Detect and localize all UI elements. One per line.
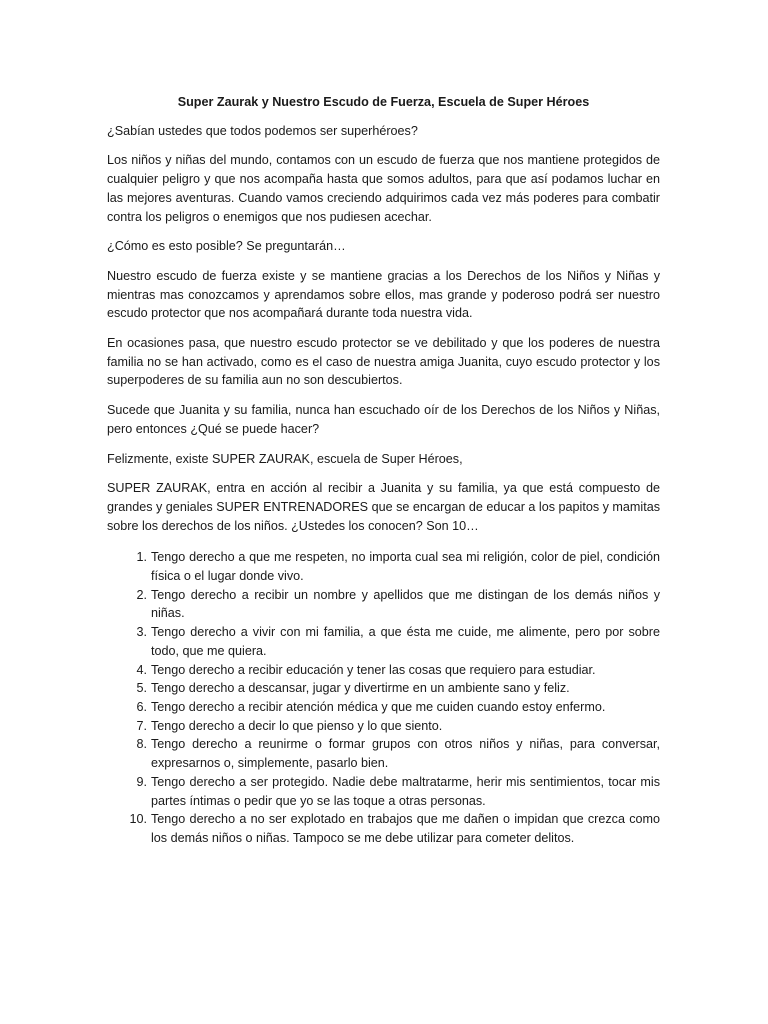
- list-item-text: Tengo derecho a decir lo que pienso y lo que siento.: [151, 718, 443, 733]
- paragraph-trainers: SUPER ZAURAK, entra en acción al recibir a Juanita y su familia, ya que está compuesto de grandes y geniales SUPER ENTRENADORES que se encargan de educar a los papitos y mamitas sobre los derechos de los niños. ¿Ustedes los conocen? Son 10…: [107, 481, 660, 533]
- list-item-text: Tengo derecho a vivir con mi familia, a que ésta me cuide, me alimente, pero por sobre todo, que me quiera.: [151, 625, 660, 658]
- list-number: 7.: [136, 718, 147, 733]
- list-item: [136, 773, 660, 810]
- list-item-text: Tengo derecho a reunirme o formar grupos con otros niños y niñas, para conversar, expresarnos o, simplemente, pasarlo bien.: [151, 737, 660, 771]
- list-item-text: Tengo derecho a recibir un nombre y apellidos que me distingan de los demás niños y niñas.: [151, 587, 660, 621]
- list-item: [136, 735, 660, 772]
- list-number: 1.: [136, 550, 147, 565]
- paragraph-rights-intro: Nuestro escudo de fuerza existe y se mantiene gracias a los Derechos de los Niños y Niñas y mientras mas conozcamos y aprendamos sobre ellos, mas grande y poderoso podrá ser nuestro escudo protector que nos acompañará durante toda nuestra vida.: [107, 268, 660, 321]
- paragraph-question: ¿Sabían ustedes que todos podemos ser superhéroes?: [107, 123, 418, 138]
- list-number: 2.: [136, 587, 147, 602]
- list-item-text: Tengo derecho a que me respeten, no importa cual sea mi religión, color de piel, condición física o el lugar donde vivo.: [151, 550, 660, 584]
- list-item: [136, 548, 660, 585]
- paragraph-school: Felizmente, existe SUPER ZAURAK, escuela de Super Héroes,: [107, 451, 463, 466]
- rights-list: [107, 548, 660, 847]
- list-item: [136, 623, 660, 660]
- list-number: 3.: [136, 625, 147, 640]
- list-number: 5.: [136, 681, 147, 696]
- list-item-text: Tengo derecho a recibir atención médica y que me cuiden cuando estoy enfermo.: [151, 699, 606, 714]
- list-item-text: Tengo derecho a descansar, jugar y divertirme en un ambiente sano y feliz.: [151, 681, 570, 696]
- list-number: 8.: [136, 737, 147, 752]
- list-item: [136, 698, 660, 717]
- list-item: [136, 661, 660, 680]
- list-number: 4.: [136, 662, 147, 677]
- list-item-text: Tengo derecho a ser protegido. Nadie debe maltratarme, herir mis sentimientos, tocar mis partes íntimas o pedir que yo se las toque a otras personas.: [151, 774, 660, 808]
- list-number: 9.: [136, 774, 147, 789]
- paragraph-how: ¿Cómo es esto posible? Se preguntarán…: [107, 239, 346, 254]
- list-number: 6.: [136, 699, 147, 714]
- list-item: [136, 679, 660, 698]
- list-item-text: Tengo derecho a no ser explotado en trabajos que me dañen o impidan que crezca como los demás niños o niñas. Tampoco se me debe utilizar para cometer delitos.: [151, 812, 660, 845]
- paragraph-shield: Los niños y niñas del mundo, contamos con un escudo de fuerza que nos mantiene protegidos de cualquier peligro y que nos acompaña hasta que somos adultos, para que así podamos luchar en las mejores aventuras. Cuando vamos creciendo adquirimos cada vez más poderes para combatir contra los peligros o enemigos que nos pudiesen acechar.: [107, 153, 660, 224]
- list-item: [129, 810, 660, 847]
- document-title: Super Zaurak y Nuestro Escudo de Fuerza, Escuela de Super Héroes: [177, 95, 590, 109]
- paragraph-family: Sucede que Juanita y su familia, nunca han escuchado oír de los Derechos de los Niños y Niñas, pero entonces ¿Qué se puede hacer?: [107, 403, 660, 436]
- list-item: [136, 586, 660, 623]
- list-number: 10.: [129, 812, 147, 827]
- paragraph-juanita: En ocasiones pasa, que nuestro escudo protector se ve debilitado y que los poderes de nuestra familia no se han activado, como es el caso de nuestra amiga Juanita, cuyo escudo protector y los superpoderes de su familia aun no son descubiertos.: [107, 336, 660, 388]
- list-item-text: Tengo derecho a recibir educación y tener las cosas que requiero para estudiar.: [151, 662, 596, 677]
- list-item: [136, 717, 660, 736]
